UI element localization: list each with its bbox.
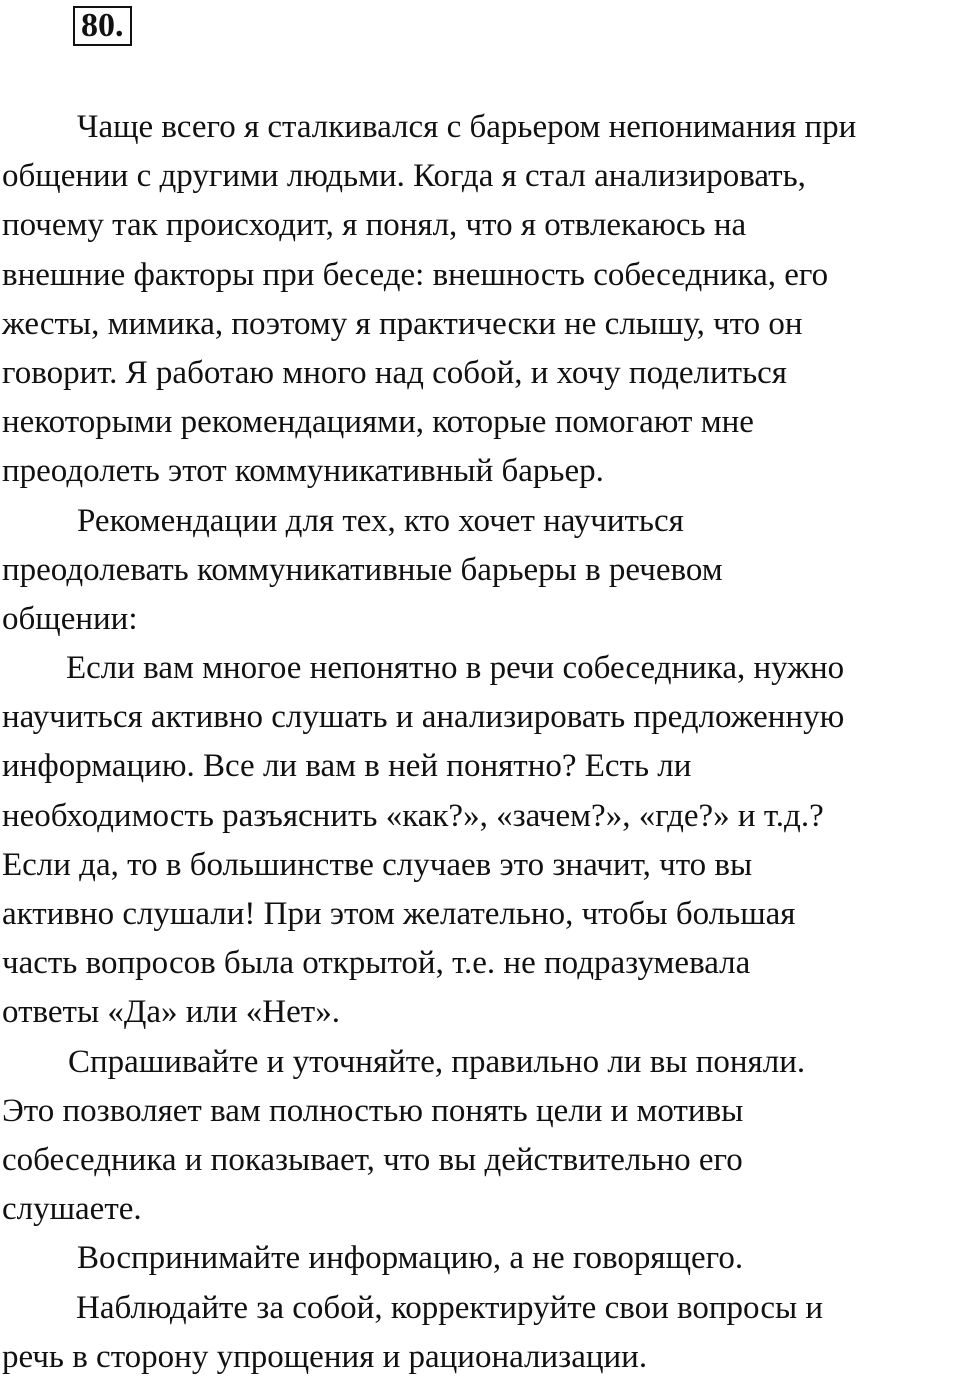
text-line: преодолевать коммуникативные барьеры в речевом <box>2 551 723 588</box>
text-line: общении: <box>2 600 138 637</box>
text-line: жесты, мимика, поэтому я практически не слышу, что он <box>2 305 803 342</box>
text-line: активно слушали! При этом желательно, чтобы большая <box>2 896 796 932</box>
text-line: Рекомендации для тех, кто хочет научиться <box>77 502 684 539</box>
paragraph-perceive <box>2 1234 960 1283</box>
text-line: преодолеть этот коммуникативный барьер. <box>2 453 604 490</box>
text-line: речь в сторону упрощения и рационализации. <box>2 1338 648 1375</box>
text-line: Наблюдайте за собой, корректируйте свои вопросы и <box>76 1289 824 1326</box>
text-line: Воспринимайте информацию, а не говорящего. <box>77 1240 744 1277</box>
text-line: почему так происходит, я понял, что я отвлекаюсь на <box>2 207 747 244</box>
text-line: говорит. Я работаю много над собой, и хочу поделиться <box>2 354 787 391</box>
text-line: необходимость разъяснить «как?», «зачем?», «где?» и т.д.? <box>2 797 824 834</box>
text-line: общении с другими людьми. Когда я стал анализировать, <box>2 158 806 195</box>
task-number-box: 80. <box>73 6 132 46</box>
document-body <box>2 103 960 1382</box>
paragraph-observe <box>2 1284 960 1382</box>
text-line: внешние факторы при беседе: внешность собеседника, его <box>2 256 829 293</box>
text-line: Если вам многое непонятно в речи собеседника, нужно <box>66 650 845 687</box>
text-line: Спрашивайте и уточняйте, правильно ли вы поняли. <box>68 1043 806 1080</box>
paragraph-active-listening <box>2 644 960 1038</box>
text-line: некоторыми рекомендациями, которые помогают мне <box>2 404 754 441</box>
text-line: Если да, то в большинстве случаев это значит, что вы <box>2 846 753 883</box>
text-line: Чаще всего я сталкивался с барьером непонимания при <box>77 109 857 145</box>
text-line: ответы «Да» или «Нет». <box>2 994 340 1031</box>
text-line: слушаете. <box>2 1191 142 1228</box>
text-line: информацию. Все ли вам в ней понятно? Есть ли <box>2 748 692 785</box>
text-line: часть вопросов была открытой, т.е. не подразумевала <box>2 945 751 982</box>
paragraph-intro <box>2 103 960 497</box>
text-line: Это позволяет вам полностью понять цели и мотивы <box>2 1092 744 1129</box>
paragraph-recommendations-heading <box>2 497 960 645</box>
paragraph-clarify <box>2 1038 960 1235</box>
text-line: собеседника и показывает, что вы действительно его <box>2 1141 743 1178</box>
text-line: научиться активно слушать и анализировать предложенную <box>2 699 845 736</box>
